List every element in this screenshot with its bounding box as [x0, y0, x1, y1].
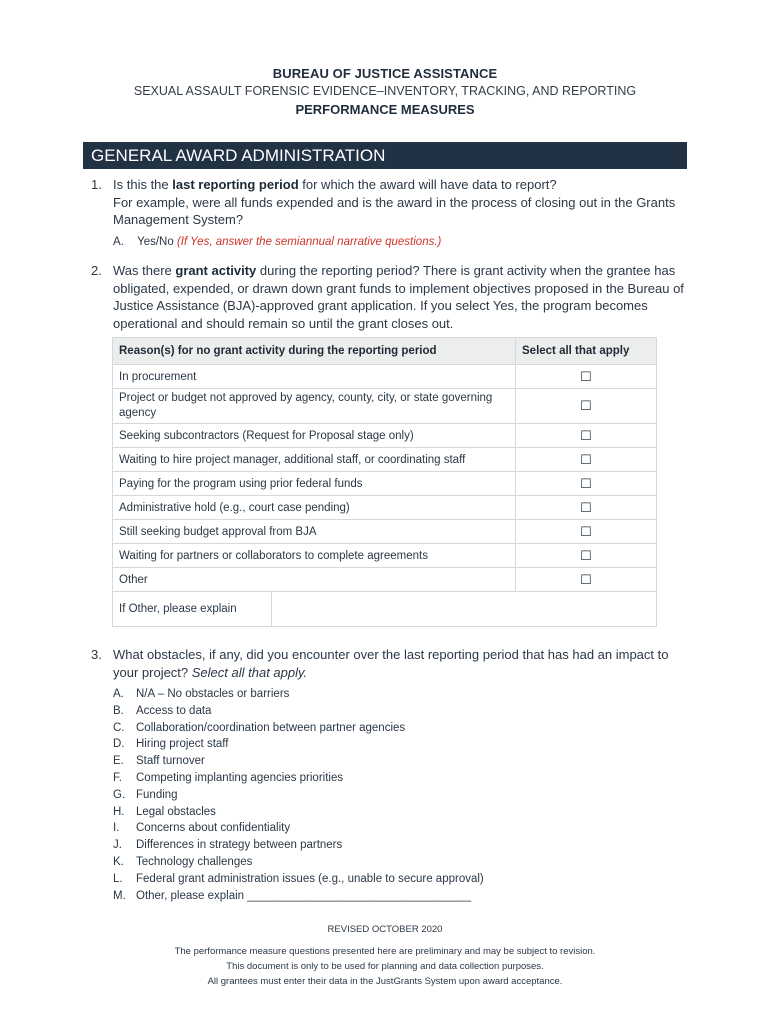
footer-note-2: This document is only to be used for planning and data collection purposes. [226, 961, 544, 972]
option-note: (If Yes, answer the semiannual narrative questions.) [176, 236, 442, 248]
other-explain-label: If Other, please explain [113, 592, 272, 627]
table-row [113, 496, 657, 520]
column-header-reason: Reason(s) for no grant activity during the reporting period [113, 338, 516, 365]
reason-label: In procurement [113, 365, 516, 389]
option-text: Technology challenges [136, 855, 253, 868]
option-text: Yes/No [137, 236, 177, 248]
option-letter: J. [113, 839, 122, 852]
option-letter: H. [113, 805, 125, 818]
option-text: Federal grant administration issues (e.g., unable to secure approval) [136, 872, 484, 885]
question-emphasis: last reporting period [172, 177, 299, 192]
option-text: Differences in strategy between partners [136, 839, 343, 852]
agency-title: BUREAU OF JUSTICE ASSISTANCE [272, 66, 498, 81]
reason-label: Paying for the program using prior federal funds [113, 472, 516, 496]
option-letter: K. [113, 855, 124, 868]
option-letter: M. [113, 889, 126, 902]
question-emphasis: grant activity [175, 263, 257, 278]
reason-label: Seeking subcontractors (Request for Proposal stage only) [113, 424, 516, 448]
table-row [113, 520, 657, 544]
table-header-row [113, 338, 657, 365]
option-a[interactable] [113, 236, 441, 248]
revision-date: REVISED OCTOBER 2020 [327, 924, 443, 935]
option-text: Other, please explain ___________________________________ [136, 889, 472, 902]
table-row [113, 365, 657, 389]
document-title: PERFORMANCE MEASURES [295, 102, 475, 117]
column-header-select: Select all that apply [516, 338, 657, 365]
footer-note-3: All grantees must enter their data in the JustGrants System upon award acceptance. [207, 976, 563, 987]
question-number: 1. [91, 177, 102, 192]
program-title: SEXUAL ASSAULT FORENSIC EVIDENCE–INVENTORY, TRACKING, AND REPORTING [133, 84, 637, 98]
option-letter: C. [113, 721, 125, 734]
option-letter: G. [113, 788, 126, 801]
question-text: Is this the [113, 177, 173, 192]
checkbox[interactable]: ☐ [516, 424, 657, 448]
question-text: Was there [113, 263, 176, 278]
option-text: Legal obstacles [136, 805, 216, 818]
question-2 [91, 262, 691, 332]
option-text: Concerns about confidentiality [136, 822, 291, 835]
option-text: Collaboration/coordination between partner agencies [136, 721, 406, 734]
option-text: Competing implanting agencies priorities [136, 771, 344, 784]
option-letter: E. [113, 755, 124, 768]
question-1 [91, 176, 691, 229]
reason-label: Project or budget not approved by agency, county, city, or state governing agency [113, 389, 516, 424]
checkbox[interactable]: ☐ [516, 472, 657, 496]
other-explain-input[interactable] [272, 592, 657, 627]
checkbox[interactable]: ☐ [516, 520, 657, 544]
table-row [113, 448, 657, 472]
option-text: Access to data [136, 704, 212, 717]
checkbox[interactable]: ☐ [516, 568, 657, 592]
checkbox[interactable]: ☐ [516, 496, 657, 520]
option-letter: B. [113, 704, 124, 717]
question-detail: For example, were all funds expended and is the award in the process of closing out in the Grants Management System? [113, 194, 676, 227]
option-letter: D. [113, 738, 125, 751]
question-number: 2. [91, 263, 102, 278]
question-text: during the reporting period? There is grant activity when the grantee has obligated, expended, or drawn down grant funds to implement objectives proposed in the Bureau of Justice Assistance (BJA)-approved grant application. If you select Yes, the program becomes operational and should remain so until the grant closes out. [113, 263, 684, 331]
option-letter: A. [113, 236, 124, 248]
question-3 [91, 646, 691, 681]
option-letter: F. [113, 771, 122, 784]
checkbox[interactable]: ☐ [516, 544, 657, 568]
option-letter: A. [113, 688, 124, 700]
table-row [113, 424, 657, 448]
option-text: Staff turnover [136, 755, 205, 768]
footer-note-1: The performance measure questions presented here are preliminary and may be subject to revision. [174, 946, 596, 957]
reason-label: Waiting for partners or collaborators to complete agreements [113, 544, 516, 568]
question-text: What obstacles, if any, did you encounter over the last reporting period that has had an impact to your project? [113, 647, 669, 680]
option-text: N/A – No obstacles or barriers [136, 688, 290, 700]
reason-label: Other [113, 568, 516, 592]
question-instruction: Select all that apply. [191, 664, 308, 680]
table-row [113, 389, 657, 424]
option-text: Hiring project staff [136, 738, 229, 751]
reasons-table [112, 337, 657, 627]
table-row [113, 472, 657, 496]
question-text: for which the award will have data to report? [298, 177, 557, 192]
option-letter: I. [113, 822, 120, 835]
reason-label: Waiting to hire project manager, additional staff, or coordinating staff [113, 448, 516, 472]
reason-label: Still seeking budget approval from BJA [113, 520, 516, 544]
checkbox[interactable]: ☐ [516, 448, 657, 472]
table-row-other [113, 592, 657, 627]
table-row [113, 544, 657, 568]
reason-label: Administrative hold (e.g., court case pending) [113, 496, 516, 520]
section-header: GENERAL AWARD ADMINISTRATION [83, 142, 687, 169]
option-letter: L. [113, 872, 123, 885]
option-text: Funding [136, 788, 178, 801]
question-number: 3. [91, 647, 102, 662]
table-row [113, 568, 657, 592]
checkbox[interactable]: ☐ [516, 389, 657, 424]
checkbox[interactable]: ☐ [516, 365, 657, 389]
